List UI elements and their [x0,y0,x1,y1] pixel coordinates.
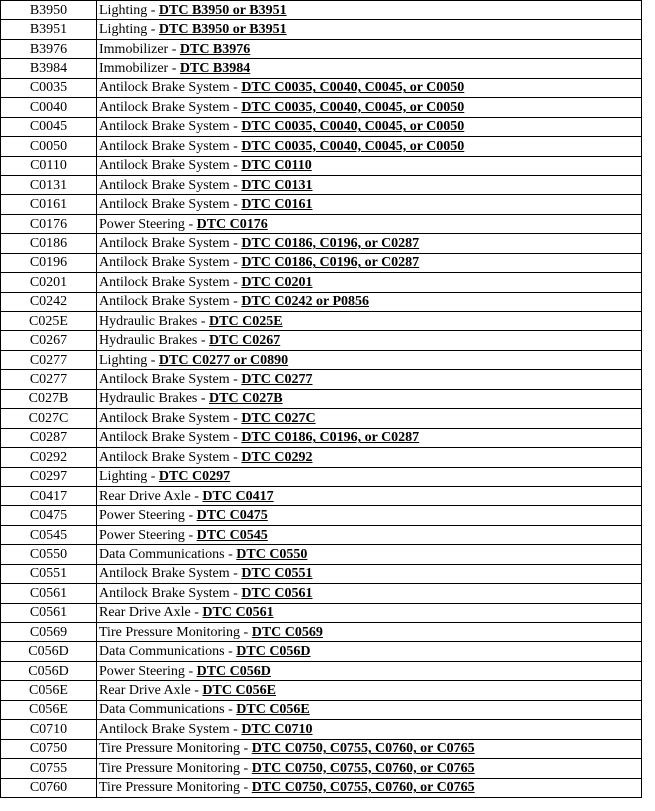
system-name: Rear Drive Axle [99,605,191,621]
system-name: Lighting [99,352,148,368]
dtc-description-cell [97,39,642,58]
dtc-code-cell [1,486,97,505]
table-row [1,234,642,253]
dtc-code: C027C [28,410,69,426]
dtc-link[interactable]: DTC C027C [241,410,316,426]
dtc-code-cell [1,525,97,544]
dtc-link[interactable]: DTC B3984 [179,61,251,77]
dtc-code-cell [1,409,97,428]
dtc-link[interactable]: DTC C056E [236,702,310,718]
dtc-code-cell [1,700,97,719]
dtc-link[interactable]: DTC C0710 [241,721,313,737]
separator: - [229,197,242,213]
dtc-description-cell [97,642,642,661]
dtc-code: C0561 [29,605,68,621]
dtc-description-cell [97,253,642,272]
dtc-description-cell [97,428,642,447]
dtc-code-cell [1,584,97,603]
dtc-link[interactable]: DTC B3950 or B3951 [158,2,287,18]
separator: - [184,508,197,524]
dtc-code: C025E [29,313,68,329]
dtc-link[interactable]: DTC C0035, C0040, C0045, or C0050 [241,80,465,96]
dtc-code: C0417 [29,488,68,504]
table-row [1,370,642,389]
system-name: Antilock Brake System [99,274,230,290]
system-name: Antilock Brake System [99,585,230,601]
dtc-description-cell [97,545,642,564]
separator: - [240,624,252,640]
dtc-description-cell [97,409,642,428]
dtc-code-cell [1,428,97,447]
system-name: Tire Pressure Monitoring [99,624,241,640]
table-row [1,292,642,311]
dtc-code-cell [1,292,97,311]
dtc-link[interactable]: DTC C0561 [202,605,274,621]
dtc-description-cell [97,78,642,97]
system-name: Data Communications [99,644,225,660]
separator: - [229,410,242,426]
dtc-code: C0201 [29,274,68,290]
dtc-code: B3976 [29,41,68,57]
dtc-code: C0550 [29,546,68,562]
separator: - [229,255,242,271]
dtc-description-cell [97,623,642,642]
dtc-code: C0196 [29,255,68,271]
dtc-code-cell [1,234,97,253]
dtc-code: C0035 [29,80,68,96]
system-name: Antilock Brake System [99,449,230,465]
system-name: Antilock Brake System [99,235,230,251]
separator: - [168,61,180,77]
dtc-link[interactable]: DTC C0035, C0040, C0045, or C0050 [241,99,465,115]
dtc-code-cell [1,98,97,117]
system-name: Antilock Brake System [99,138,230,154]
separator: - [229,177,242,193]
dtc-description-cell [97,525,642,544]
separator: - [229,721,242,737]
table-row [1,428,642,447]
table-row [1,1,642,20]
dtc-code: C0760 [29,780,68,796]
separator: - [229,372,242,388]
dtc-code-cell [1,720,97,739]
dtc-code: C027B [28,391,69,407]
system-name: Rear Drive Axle [99,683,191,699]
dtc-code-cell [1,312,97,331]
dtc-code-cell [1,370,97,389]
dtc-table-body [1,1,642,798]
separator: - [190,488,203,504]
dtc-link[interactable]: DTC C0201 [241,274,313,290]
dtc-code: B3950 [29,2,68,18]
dtc-code: C0710 [29,721,68,737]
dtc-code-cell [1,137,97,156]
dtc-code: C0176 [29,216,68,232]
table-row [1,759,642,778]
dtc-code: C056E [29,702,68,718]
separator: - [229,430,242,446]
dtc-description-cell [97,739,642,758]
dtc-description-cell [97,759,642,778]
table-row [1,59,642,78]
dtc-code-cell [1,331,97,350]
separator: - [190,683,203,699]
table-row [1,778,642,797]
dtc-description-cell [97,195,642,214]
dtc-code: C0551 [29,566,68,582]
dtc-description-cell [97,370,642,389]
table-row [1,564,642,583]
dtc-link[interactable]: DTC C0186, C0196, or C0287 [241,255,420,271]
dtc-code: C0267 [29,333,68,349]
dtc-code-cell [1,661,97,680]
dtc-description-cell [97,506,642,525]
separator: - [184,663,197,679]
dtc-code-cell [1,642,97,661]
dtc-description-cell [97,661,642,680]
dtc-code-cell [1,759,97,778]
dtc-description-cell [97,700,642,719]
table-row [1,661,642,680]
table-row [1,448,642,467]
dtc-code: C0475 [29,508,68,524]
table-row [1,175,642,194]
dtc-code-cell [1,20,97,39]
dtc-link[interactable]: DTC C0267 [209,333,281,349]
dtc-code: C0045 [29,119,68,135]
dtc-code-cell [1,545,97,564]
system-name: Tire Pressure Monitoring [99,741,241,757]
dtc-link[interactable]: DTC C0750, C0755, C0760, or C0765 [251,780,475,796]
separator: - [168,41,180,57]
dtc-code-cell [1,603,97,622]
dtc-description-cell [97,214,642,233]
separator: - [197,333,210,349]
system-name: Power Steering [99,663,185,679]
dtc-description-cell [97,603,642,622]
dtc-link[interactable]: DTC C0417 [202,488,274,504]
dtc-code-cell [1,739,97,758]
dtc-code-cell [1,681,97,700]
dtc-description-cell [97,467,642,486]
system-name: Power Steering [99,508,185,524]
separator: - [229,566,242,582]
dtc-description-cell [97,778,642,797]
system-name: Lighting [99,22,148,38]
system-name: Hydraulic Brakes [99,313,198,329]
dtc-link[interactable]: DTC C0186, C0196, or C0287 [241,430,420,446]
dtc-description-cell [97,273,642,292]
dtc-link[interactable]: DTC C0475 [196,508,268,524]
dtc-code-cell [1,78,97,97]
dtc-description-cell [97,681,642,700]
system-name: Power Steering [99,216,185,232]
dtc-code-cell [1,175,97,194]
dtc-code-cell [1,778,97,797]
dtc-code: B3951 [29,22,68,38]
separator: - [229,449,242,465]
dtc-description-cell [97,331,642,350]
dtc-code: C0561 [29,585,68,601]
separator: - [229,294,242,310]
dtc-description-cell [97,156,642,175]
dtc-code-cell [1,39,97,58]
system-name: Antilock Brake System [99,294,230,310]
dtc-code: C0050 [29,138,68,154]
dtc-description-cell [97,137,642,156]
separator: - [147,22,159,38]
dtc-link[interactable]: DTC C0550 [236,546,308,562]
dtc-code: C0569 [29,624,68,640]
dtc-link[interactable]: DTC C0292 [241,449,313,465]
dtc-link[interactable]: DTC C0561 [241,585,313,601]
dtc-code: C056E [29,683,68,699]
dtc-code-cell [1,467,97,486]
dtc-description-cell [97,1,642,20]
dtc-description-cell [97,584,642,603]
dtc-code-cell [1,623,97,642]
system-name: Hydraulic Brakes [99,391,198,407]
system-name: Data Communications [99,702,225,718]
separator: - [240,741,252,757]
dtc-description-cell [97,175,642,194]
dtc-code-cell [1,59,97,78]
dtc-code-cell [1,389,97,408]
table-row [1,214,642,233]
table-row [1,312,642,331]
dtc-code-cell [1,214,97,233]
dtc-code: C0110 [30,158,67,174]
system-name: Antilock Brake System [99,99,230,115]
table-row [1,78,642,97]
separator: - [229,158,242,174]
table-row [1,700,642,719]
dtc-code: C0755 [29,760,68,776]
dtc-code: C0297 [29,469,68,485]
dtc-code: C0292 [29,449,68,465]
system-name: Antilock Brake System [99,410,230,426]
system-name: Tire Pressure Monitoring [99,780,241,796]
dtc-code: C0750 [29,741,68,757]
dtc-code-cell [1,350,97,369]
separator: - [147,2,159,18]
dtc-link[interactable]: DTC C0176 [196,216,268,232]
dtc-description-cell [97,448,642,467]
table-row [1,467,642,486]
dtc-link[interactable]: DTC C0035, C0040, C0045, or C0050 [241,138,465,154]
separator: - [197,391,210,407]
table-row [1,525,642,544]
dtc-code: C056D [28,663,69,679]
dtc-link[interactable]: DTC C0035, C0040, C0045, or C0050 [241,119,465,135]
dtc-code: C0186 [29,235,68,251]
system-name: Immobilizer [99,61,169,77]
table-row [1,681,642,700]
separator: - [184,527,197,543]
system-name: Antilock Brake System [99,721,230,737]
dtc-description-cell [97,234,642,253]
system-name: Lighting [99,2,148,18]
table-row [1,642,642,661]
dtc-code-cell [1,156,97,175]
dtc-code-cell [1,448,97,467]
dtc-code-cell [1,564,97,583]
system-name: Antilock Brake System [99,177,230,193]
dtc-description-cell [97,98,642,117]
table-row [1,739,642,758]
dtc-link[interactable]: DTC C0750, C0755, C0760, or C0765 [251,741,475,757]
dtc-description-cell [97,720,642,739]
dtc-link[interactable]: DTC C0297 [158,469,231,485]
dtc-description-cell [97,117,642,136]
table-row [1,486,642,505]
dtc-link[interactable]: DTC C0110 [241,158,312,174]
dtc-code-cell [1,117,97,136]
table-row [1,389,642,408]
system-name: Antilock Brake System [99,255,230,271]
system-name: Immobilizer [99,41,169,57]
separator: - [229,119,242,135]
system-name: Antilock Brake System [99,158,230,174]
dtc-code-cell [1,506,97,525]
system-name: Antilock Brake System [99,372,230,388]
system-name: Antilock Brake System [99,430,230,446]
dtc-description-cell [97,564,642,583]
separator: - [229,585,242,601]
dtc-code-cell [1,273,97,292]
dtc-code-cell [1,1,97,20]
table-row [1,720,642,739]
dtc-description-cell [97,389,642,408]
dtc-link[interactable]: DTC C056D [236,644,311,660]
separator: - [229,274,242,290]
dtc-link[interactable]: DTC C027B [209,391,283,407]
table-row [1,39,642,58]
table-row [1,195,642,214]
table-row [1,253,642,272]
dtc-link[interactable]: DTC C0551 [241,566,313,582]
dtc-link[interactable]: DTC C0277 [241,372,313,388]
dtc-link[interactable]: DTC C0161 [241,197,313,213]
dtc-link[interactable]: DTC C0277 or C0890 [158,352,289,368]
separator: - [240,780,252,796]
dtc-link[interactable]: DTC B3976 [179,41,251,57]
dtc-code: B3984 [29,61,68,77]
system-name: Hydraulic Brakes [99,333,198,349]
dtc-link[interactable]: DTC C0186, C0196, or C0287 [241,235,420,251]
dtc-description-cell [97,486,642,505]
system-name: Lighting [99,469,148,485]
table-row [1,98,642,117]
separator: - [224,546,237,562]
table-row [1,545,642,564]
dtc-link[interactable]: DTC C0131 [241,177,313,193]
separator: - [229,99,242,115]
dtc-code: C0287 [29,430,68,446]
system-name: Antilock Brake System [99,119,230,135]
dtc-description-cell [97,350,642,369]
table-row [1,350,642,369]
dtc-description-cell [97,292,642,311]
table-row [1,117,642,136]
table-row [1,623,642,642]
dtc-link[interactable]: DTC C0569 [251,624,323,640]
dtc-description-cell [97,20,642,39]
separator: - [229,235,242,251]
dtc-link[interactable]: DTC C056E [202,683,276,699]
system-name: Antilock Brake System [99,197,230,213]
table-row [1,156,642,175]
separator: - [224,702,237,718]
dtc-code: C0277 [29,372,68,388]
table-row [1,137,642,156]
dtc-code-cell [1,253,97,272]
dtc-link[interactable]: DTC C025E [209,313,283,329]
separator: - [240,760,252,776]
dtc-link[interactable]: DTC C0242 or P0856 [241,294,370,310]
dtc-code: C0131 [29,177,68,193]
system-name: Tire Pressure Monitoring [99,760,241,776]
dtc-code: C0545 [29,527,68,543]
dtc-link[interactable]: DTC C056D [196,663,271,679]
separator: - [224,644,237,660]
dtc-code: C056D [28,644,69,660]
table-row [1,409,642,428]
table-row [1,603,642,622]
dtc-code: C0040 [29,99,68,115]
dtc-code-cell [1,195,97,214]
separator: - [197,313,210,329]
separator: - [229,80,242,96]
table-row [1,331,642,350]
dtc-link[interactable]: DTC C0750, C0755, C0760, or C0765 [251,760,475,776]
system-name: Antilock Brake System [99,566,230,582]
dtc-code: C0242 [29,294,68,310]
dtc-code: C0277 [29,352,68,368]
separator: - [229,138,242,154]
system-name: Data Communications [99,546,225,562]
table-row [1,273,642,292]
table-row [1,506,642,525]
system-name: Antilock Brake System [99,80,230,96]
table-row [1,584,642,603]
dtc-code: C0161 [29,197,68,213]
separator: - [147,352,159,368]
dtc-link[interactable]: DTC C0545 [196,527,268,543]
separator: - [190,605,203,621]
dtc-description-cell [97,312,642,331]
separator: - [184,216,197,232]
separator: - [147,469,159,485]
dtc-description-cell [97,59,642,78]
system-name: Power Steering [99,527,185,543]
system-name: Rear Drive Axle [99,488,191,504]
table-row [1,20,642,39]
dtc-link[interactable]: DTC B3950 or B3951 [158,22,287,38]
